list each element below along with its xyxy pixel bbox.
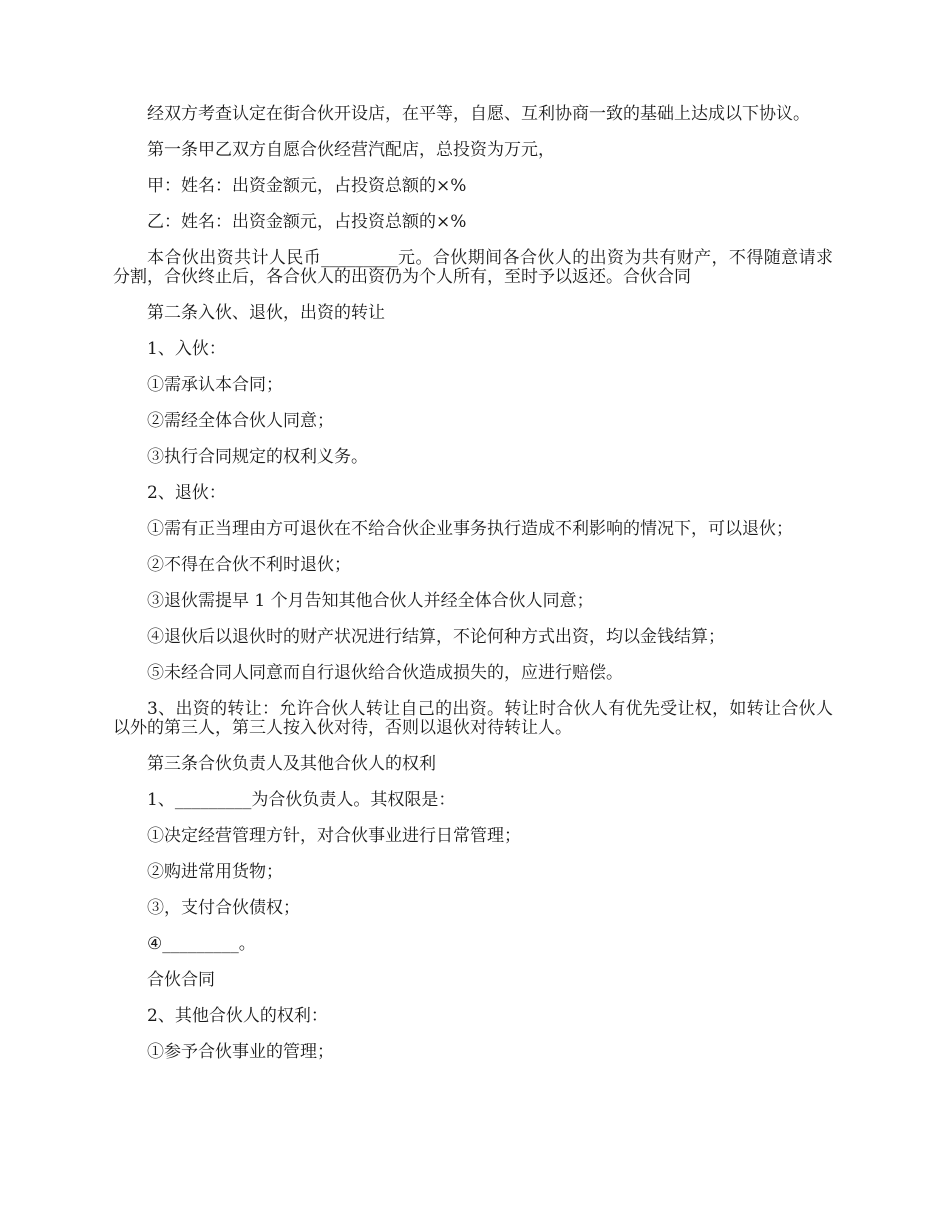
- paragraph-intro: 经双方考查认定在街合伙开设店，在平等，自愿、互利协商一致的基础上达成以下协议。: [147, 104, 810, 124]
- list-item: ④退伙后以退伙时的财产状况进行结算，不论何种方式出资，均以金钱结算；: [147, 627, 725, 647]
- paragraph-party-a: 甲：姓名：出资金额元，占投资总额的×%: [147, 176, 467, 196]
- paragraph-party-b: 乙：姓名：出资金额元，占投资总额的×%: [147, 212, 467, 232]
- list-item: ②需经全体合伙人同意；: [147, 411, 334, 431]
- paragraph-responsible-partner: 1、_________为合伙负责人。其权限是：: [147, 790, 456, 810]
- paragraph-join-heading: 1、入伙：: [147, 339, 226, 359]
- list-item: ③退伙需提早 1 个月告知其他合伙人并经全体合伙人同意；: [147, 591, 594, 611]
- list-item: ⑤未经合同人同意而自行退伙给合伙造成损失的，应进行赔偿。: [147, 663, 623, 683]
- list-item: ②购进常用货物；: [147, 862, 283, 882]
- list-item: ③，支付合伙债权；: [147, 898, 300, 918]
- list-item: ①决定经营管理方针，对合伙事业进行日常管理；: [147, 826, 521, 846]
- paragraph-article-3: 第三条合伙负责人及其他合伙人的权利: [147, 754, 436, 774]
- paragraph-total-capital: 本合伙出资共计人民币_________元。合伙期间各合伙人的出资为共有财产，不得随意请求分割，合伙终止后，各合伙人的出资仍为个人所有，至时予以返还。合伙合同: [113, 248, 833, 287]
- list-item: ③执行合同规定的权利义务。: [147, 447, 368, 467]
- list-item: ①需有正当理由方可退伙在不给合伙企业事务执行造成不利影响的情况下，可以退伙；: [147, 519, 793, 539]
- list-item: ①需承认本合同；: [147, 375, 283, 395]
- list-item: ④_________。: [147, 934, 256, 954]
- paragraph-contract-label: 合伙合同: [147, 970, 215, 990]
- paragraph-article-1: 第一条甲乙双方自愿合伙经营汽配店，总投资为万元，: [147, 140, 555, 160]
- paragraph-capital-transfer: 3、出资的转让：允许合伙人转让自己的出资。转让时合伙人有优先受让权，如转让合伙人以外的第三人，第三人按入伙对待，否则以退伙对待转让人。: [113, 699, 833, 738]
- paragraph-article-2: 第二条入伙、退伙，出资的转让: [147, 303, 385, 323]
- paragraph-withdraw-heading: 2、退伙：: [147, 483, 226, 503]
- list-item: ①参予合伙事业的管理；: [147, 1042, 334, 1062]
- paragraph-other-partners-heading: 2、其他合伙人的权利：: [147, 1006, 328, 1026]
- list-item: ②不得在合伙不利时退伙；: [147, 555, 351, 575]
- document-page: [113, 105, 833, 1079]
